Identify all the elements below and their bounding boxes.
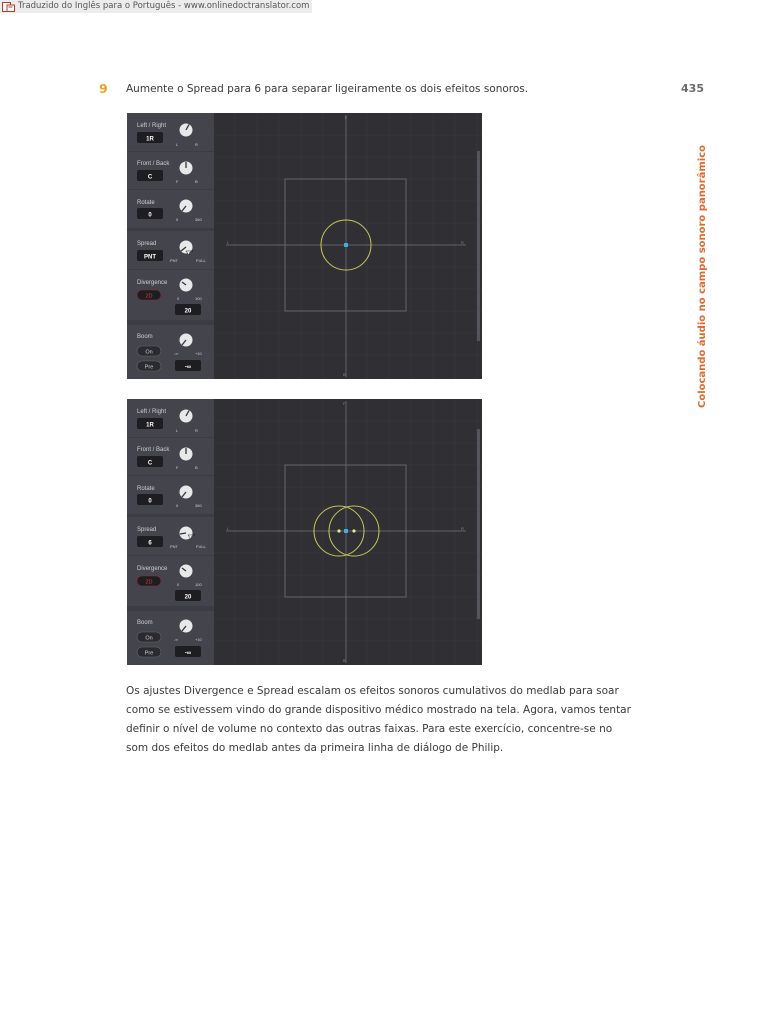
source-position-marker[interactable] <box>344 243 348 247</box>
grid-label-left: L <box>227 240 230 245</box>
spread-min: PNT <box>170 258 178 263</box>
divergence-control[interactable] <box>127 556 214 606</box>
rotate-value[interactable]: 0 <box>148 498 152 505</box>
grid-label-right: R <box>461 526 464 531</box>
boom-pre-toggle[interactable]: Pre <box>144 364 154 371</box>
boom-pre-toggle[interactable]: Pre <box>144 650 154 657</box>
left-right-control[interactable] <box>127 399 214 437</box>
boom-max: +10 <box>195 351 202 356</box>
left-right-max: R <box>195 142 198 147</box>
rotate-label: Rotate <box>137 486 155 492</box>
panner-screenshot-1 <box>127 113 482 379</box>
chapter-side-title: Colocando áudio no campo sonoro panorâmico <box>697 144 708 408</box>
divergence-label: Divergence <box>137 280 168 286</box>
panner-screenshot-2 <box>127 399 482 665</box>
speaker-dot-right <box>352 529 355 532</box>
left-right-control[interactable] <box>127 113 214 151</box>
rotate-max: 360 <box>195 217 202 222</box>
left-right-max: R <box>195 428 198 433</box>
boom-min: -∞ <box>174 637 179 642</box>
banner-text: Traduzido do Inglês para o Português - www.onlinedoctranslator.com <box>18 1 310 11</box>
rotate-min: 0 <box>176 503 179 508</box>
spread-label: Spread <box>137 241 157 247</box>
grid-label-top: F <box>344 115 348 120</box>
divergence-2d-toggle[interactable]: 2D <box>145 293 153 300</box>
boom-on-toggle[interactable]: On <box>145 635 153 642</box>
front-back-control[interactable] <box>127 438 214 475</box>
divergence-value[interactable]: 20 <box>184 594 192 601</box>
source-position-marker[interactable] <box>344 529 348 533</box>
rotate-control[interactable] <box>127 476 214 514</box>
left-right-label: Left / Right <box>137 123 167 129</box>
divergence-max: 100 <box>195 582 202 587</box>
divergence-label: Divergence <box>137 566 168 572</box>
translator-banner[interactable] <box>0 0 312 13</box>
left-right-label: Left / Right <box>137 409 167 415</box>
grid-label-bottom: B <box>343 658 346 663</box>
left-right-min: L <box>176 428 179 433</box>
rotate-label: Rotate <box>137 200 155 206</box>
grid-label-left: L <box>227 526 230 531</box>
rotate-control[interactable] <box>127 190 214 228</box>
boom-value[interactable]: -∞ <box>184 364 192 371</box>
boom-value[interactable]: -∞ <box>184 650 192 657</box>
spread-control[interactable] <box>127 517 214 555</box>
divergence-min: 0 <box>177 296 180 301</box>
boom-max: +10 <box>195 637 202 642</box>
front-back-control[interactable] <box>127 152 214 189</box>
boom-min: -∞ <box>174 351 179 356</box>
divergence-2d-toggle[interactable]: 2D <box>145 579 153 586</box>
divergence-value[interactable]: 20 <box>184 308 192 315</box>
spread-value[interactable]: PNT <box>144 254 156 261</box>
front-back-min: F <box>176 465 179 470</box>
grid-label-top: F <box>343 401 346 406</box>
spread-max: FULL <box>196 544 206 549</box>
left-right-value[interactable]: 1R <box>146 136 154 143</box>
divergence-min: 0 <box>177 582 180 587</box>
divergence-max: 100 <box>195 296 202 301</box>
rotate-value[interactable]: 0 <box>148 212 152 219</box>
left-right-min: L <box>176 142 179 147</box>
step-text: Aumente o Spread para 6 para separar ligeiramente os dois efeitos sonoros. <box>126 83 529 95</box>
front-back-label: Front / Back <box>137 447 170 453</box>
spread-label: Spread <box>137 527 157 533</box>
front-back-value[interactable]: C <box>147 460 153 467</box>
step-number: 9 <box>99 81 108 96</box>
spread-max: FULL <box>196 258 206 263</box>
spread-control[interactable] <box>127 231 214 269</box>
boom-label: Boom <box>137 334 153 340</box>
boom-control[interactable] <box>127 325 214 379</box>
speaker-dot-left <box>337 529 340 532</box>
boom-control[interactable] <box>127 611 214 665</box>
spread-min: PNT <box>170 544 178 549</box>
spread-value[interactable]: 6 <box>148 540 152 547</box>
front-back-max: B <box>195 465 198 470</box>
front-back-value[interactable]: C <box>147 174 153 181</box>
front-back-max: B <box>195 179 198 184</box>
page-number: 435 <box>681 82 704 95</box>
front-back-min: F <box>176 179 179 184</box>
rotate-min: 0 <box>176 217 179 222</box>
document-translate-icon <box>2 2 15 12</box>
divergence-control[interactable] <box>127 270 214 320</box>
body-paragraph: Os ajustes Divergence e Spread escalam os efeitos sonoros cumulativos do medlab para soar como se estivessem vindo do grande dispositivo médico mostrado na tela. Agora, vamos tentar definir o nível de volume no contexto das outras faixas. Para este exercício, concentre-se no som dos efeitos do medlab antes da primeira linha de diálogo de Philip. <box>126 685 631 754</box>
boom-on-toggle[interactable]: On <box>145 349 153 356</box>
rotate-max: 360 <box>195 503 202 508</box>
grid-label-bottom: B <box>343 372 346 377</box>
grid-label-right: R <box>461 240 464 245</box>
front-back-label: Front / Back <box>137 161 170 167</box>
left-right-value[interactable]: 1R <box>146 422 154 429</box>
boom-label: Boom <box>137 620 153 626</box>
